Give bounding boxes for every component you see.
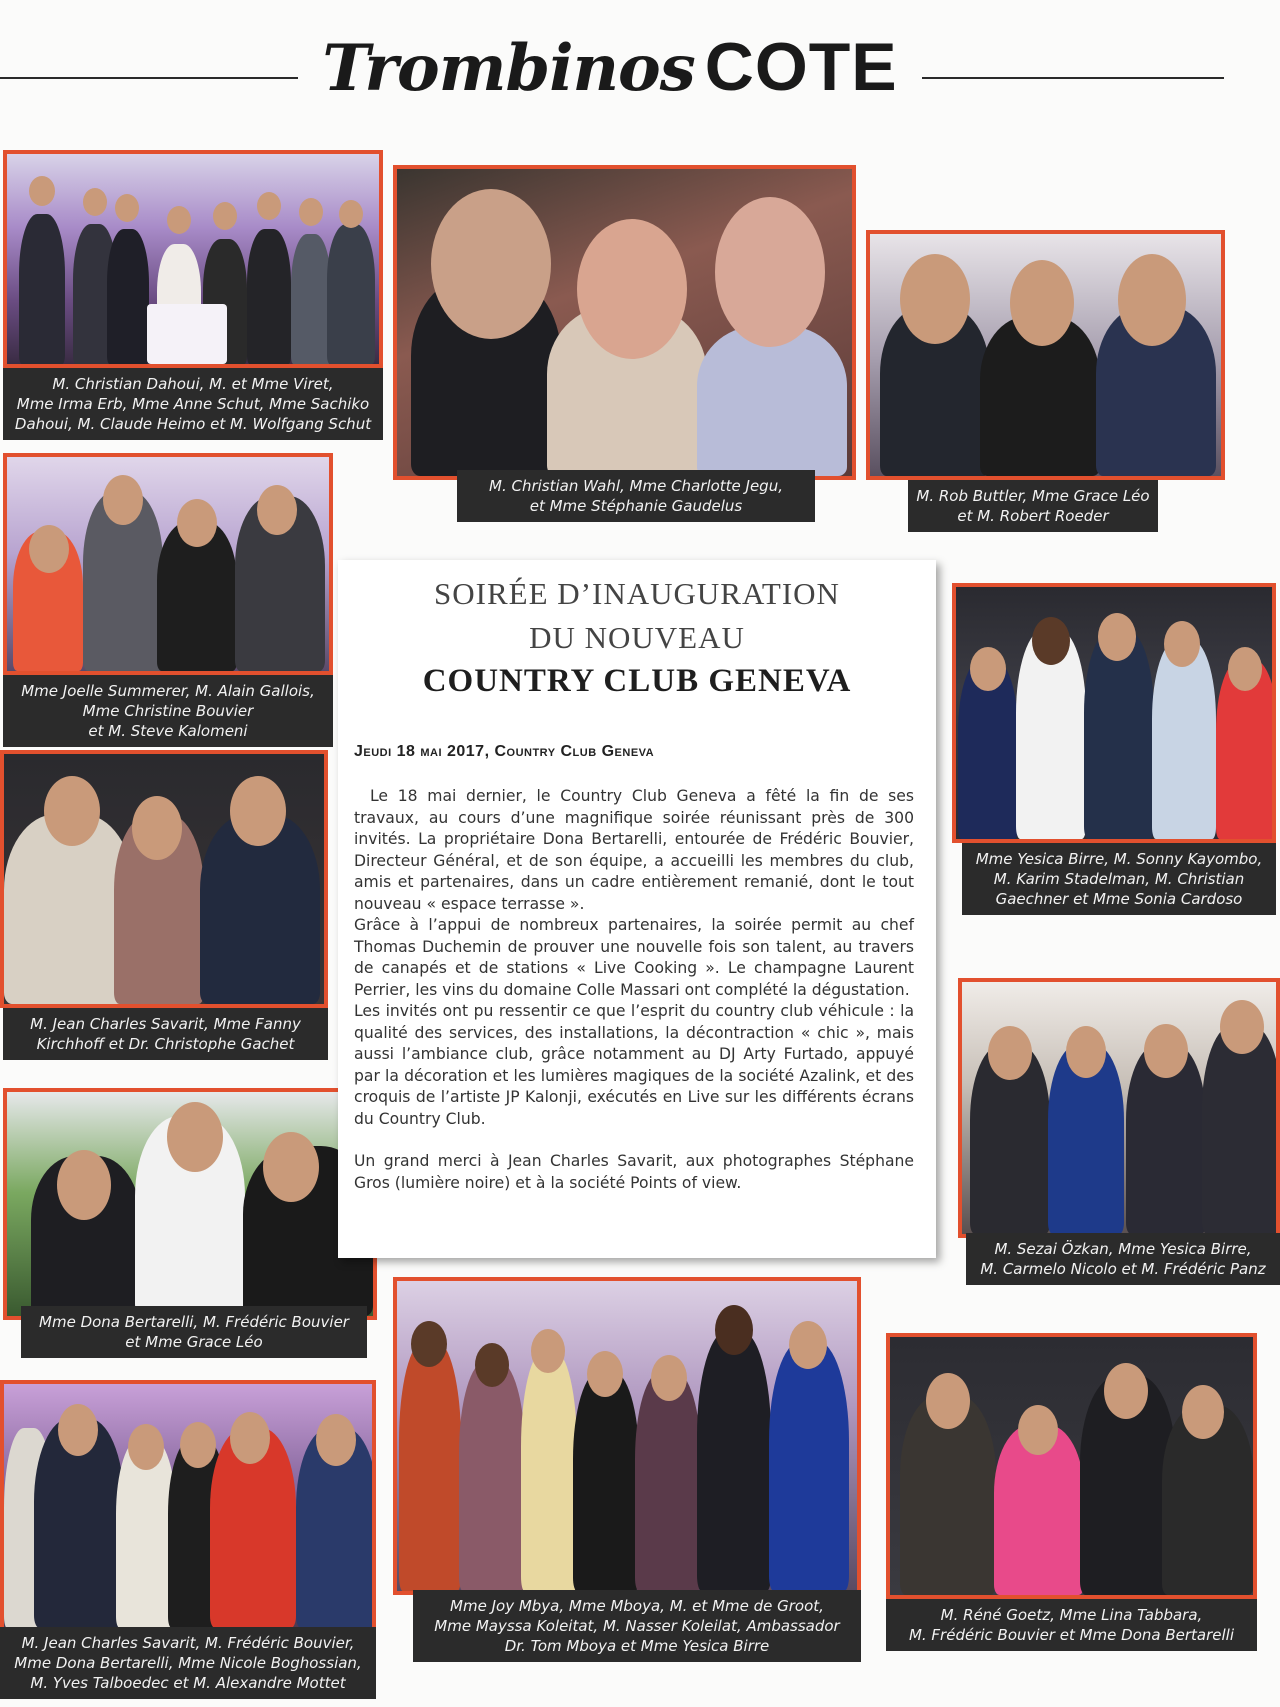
photo-summerer-gallois [3,453,333,675]
caption-photo-4: Mme Joelle Summerer, M. Alain Gallois, Mme Christine Bouvier et M. Steve Kalomeni [3,675,333,747]
photo-ozkan-birre-nicolo [958,978,1280,1238]
caption-photo-5: Mme Yesica Birre, M. Sonny Kayombo, M. Karim Stadelman, M. Christian Gaechner et Mme Sonia Cardoso [962,843,1276,915]
headline-line-2: DU NOUVEAU [529,620,745,655]
caption-photo-3: M. Rob Buttler, Mme Grace Léo et M. Robert Roeder [908,480,1158,532]
caption-photo-7: M. Sezai Özkan, Mme Yesica Birre, M. Carmelo Nicolo et M. Frédéric Panz [966,1233,1280,1285]
photo-birre-kayombo [952,583,1276,843]
photo-goetz-tabbara [886,1333,1257,1599]
caption-photo-6: M. Jean Charles Savarit, Mme Fanny Kirchhoff et Dr. Christophe Gachet [3,1008,328,1060]
article-dateline: Jeudi 18 mai 2017, Country Club Geneva [354,743,655,760]
article-paragraph-3: Les invités ont pu ressentir ce que l’esprit du country club véhicule : la qualité des services, des installations, la décontraction « chic », mais aussi l’ambiance club, grâce notamment au DJ Arty Furtado, appuyé par la décoration et les lumières magiques de la société Azalink, et des croquis de l’artiste JP Kalonji, exécutés en Live sur les différents écrans du Country Club. [354,1002,914,1128]
caption-photo-2: M. Christian Wahl, Mme Charlotte Jegu, et Mme Stéphanie Gaudelus [457,470,815,522]
article-paragraph-1: Le 18 mai dernier, le Country Club Geneva a fêté la fin de ses travaux, au cours d’une magnifique soirée réunissant près de 300 invités. La propriétaire Dona Bertarelli, entourée de Frédéric Bouvier, Directeur Général, et de son équipe, a accueilli les membres du club, amis et partenaires, dans un cadre entièrement remanié, dont le tout nouveau « espace terrasse ». [354,787,914,913]
photo-savarit-bouvier-boghossian [0,1380,376,1632]
article-body [354,786,914,1194]
caption-photo-1: M. Christian Dahoui, M. et Mme Viret, Mme Irma Erb, Mme Anne Schut, Mme Sachiko Dahoui, M. Claude Heimo et M. Wolfgang Schut [3,368,383,440]
article-paragraph-2: Grâce à l’appui de nombreux partenaires, la soirée permit au chef Thomas Duchemin de prouver une nouvelle fois son talent, au travers de canapés et de stations « Live Cooking ». Le champagne Laurent Perrier, les vins du domaine Colle Massari ont complété la dégustation. [354,916,914,999]
caption-photo-10: Mme Joy Mbya, Mme Mboya, M. et Mme de Groot, Mme Mayssa Koleitat, M. Nasser Koleilat, Ambassador Dr. Tom Mboya et Mme Yesica Birre [413,1590,861,1662]
article-paragraph-4: Un grand merci à Jean Charles Savarit, aux photographes Stéphane Gros (lumière noire) et à la société Points of view. [354,1152,914,1192]
photo-group-dahoui [3,150,383,368]
photo-wahl-jegu-gaudelus [393,165,856,480]
title-trombinos: Trombinos [322,31,695,106]
title-cote: COTE [704,29,898,105]
header-rule-right [922,77,1224,79]
page-title [298,28,922,106]
caption-photo-11: M. Réné Goetz, Mme Lina Tabbara, M. Frédéric Bouvier et Mme Dona Bertarelli [886,1599,1257,1651]
caption-photo-9: M. Jean Charles Savarit, M. Frédéric Bouvier, Mme Dona Bertarelli, Mme Nicole Boghossian, M. Yves Talboedec et M. Alexandre Mottet [0,1627,376,1699]
headline-line-3: COUNTRY CLUB GENEVA [422,663,852,699]
article-box [338,560,936,1258]
header-rule-left [0,77,298,79]
caption-photo-8: Mme Dona Bertarelli, M. Frédéric Bouvier et Mme Grace Léo [21,1306,367,1358]
photo-savarit-kirchhoff-gachet [0,750,328,1008]
photo-buttler-leo-roeder [866,230,1225,480]
photo-bertarelli-bouvier-leo [3,1088,377,1320]
photo-mbya-mboya-groot [393,1277,861,1595]
headline-line-1: SOIRÉE D’INAUGURATION [434,576,840,611]
